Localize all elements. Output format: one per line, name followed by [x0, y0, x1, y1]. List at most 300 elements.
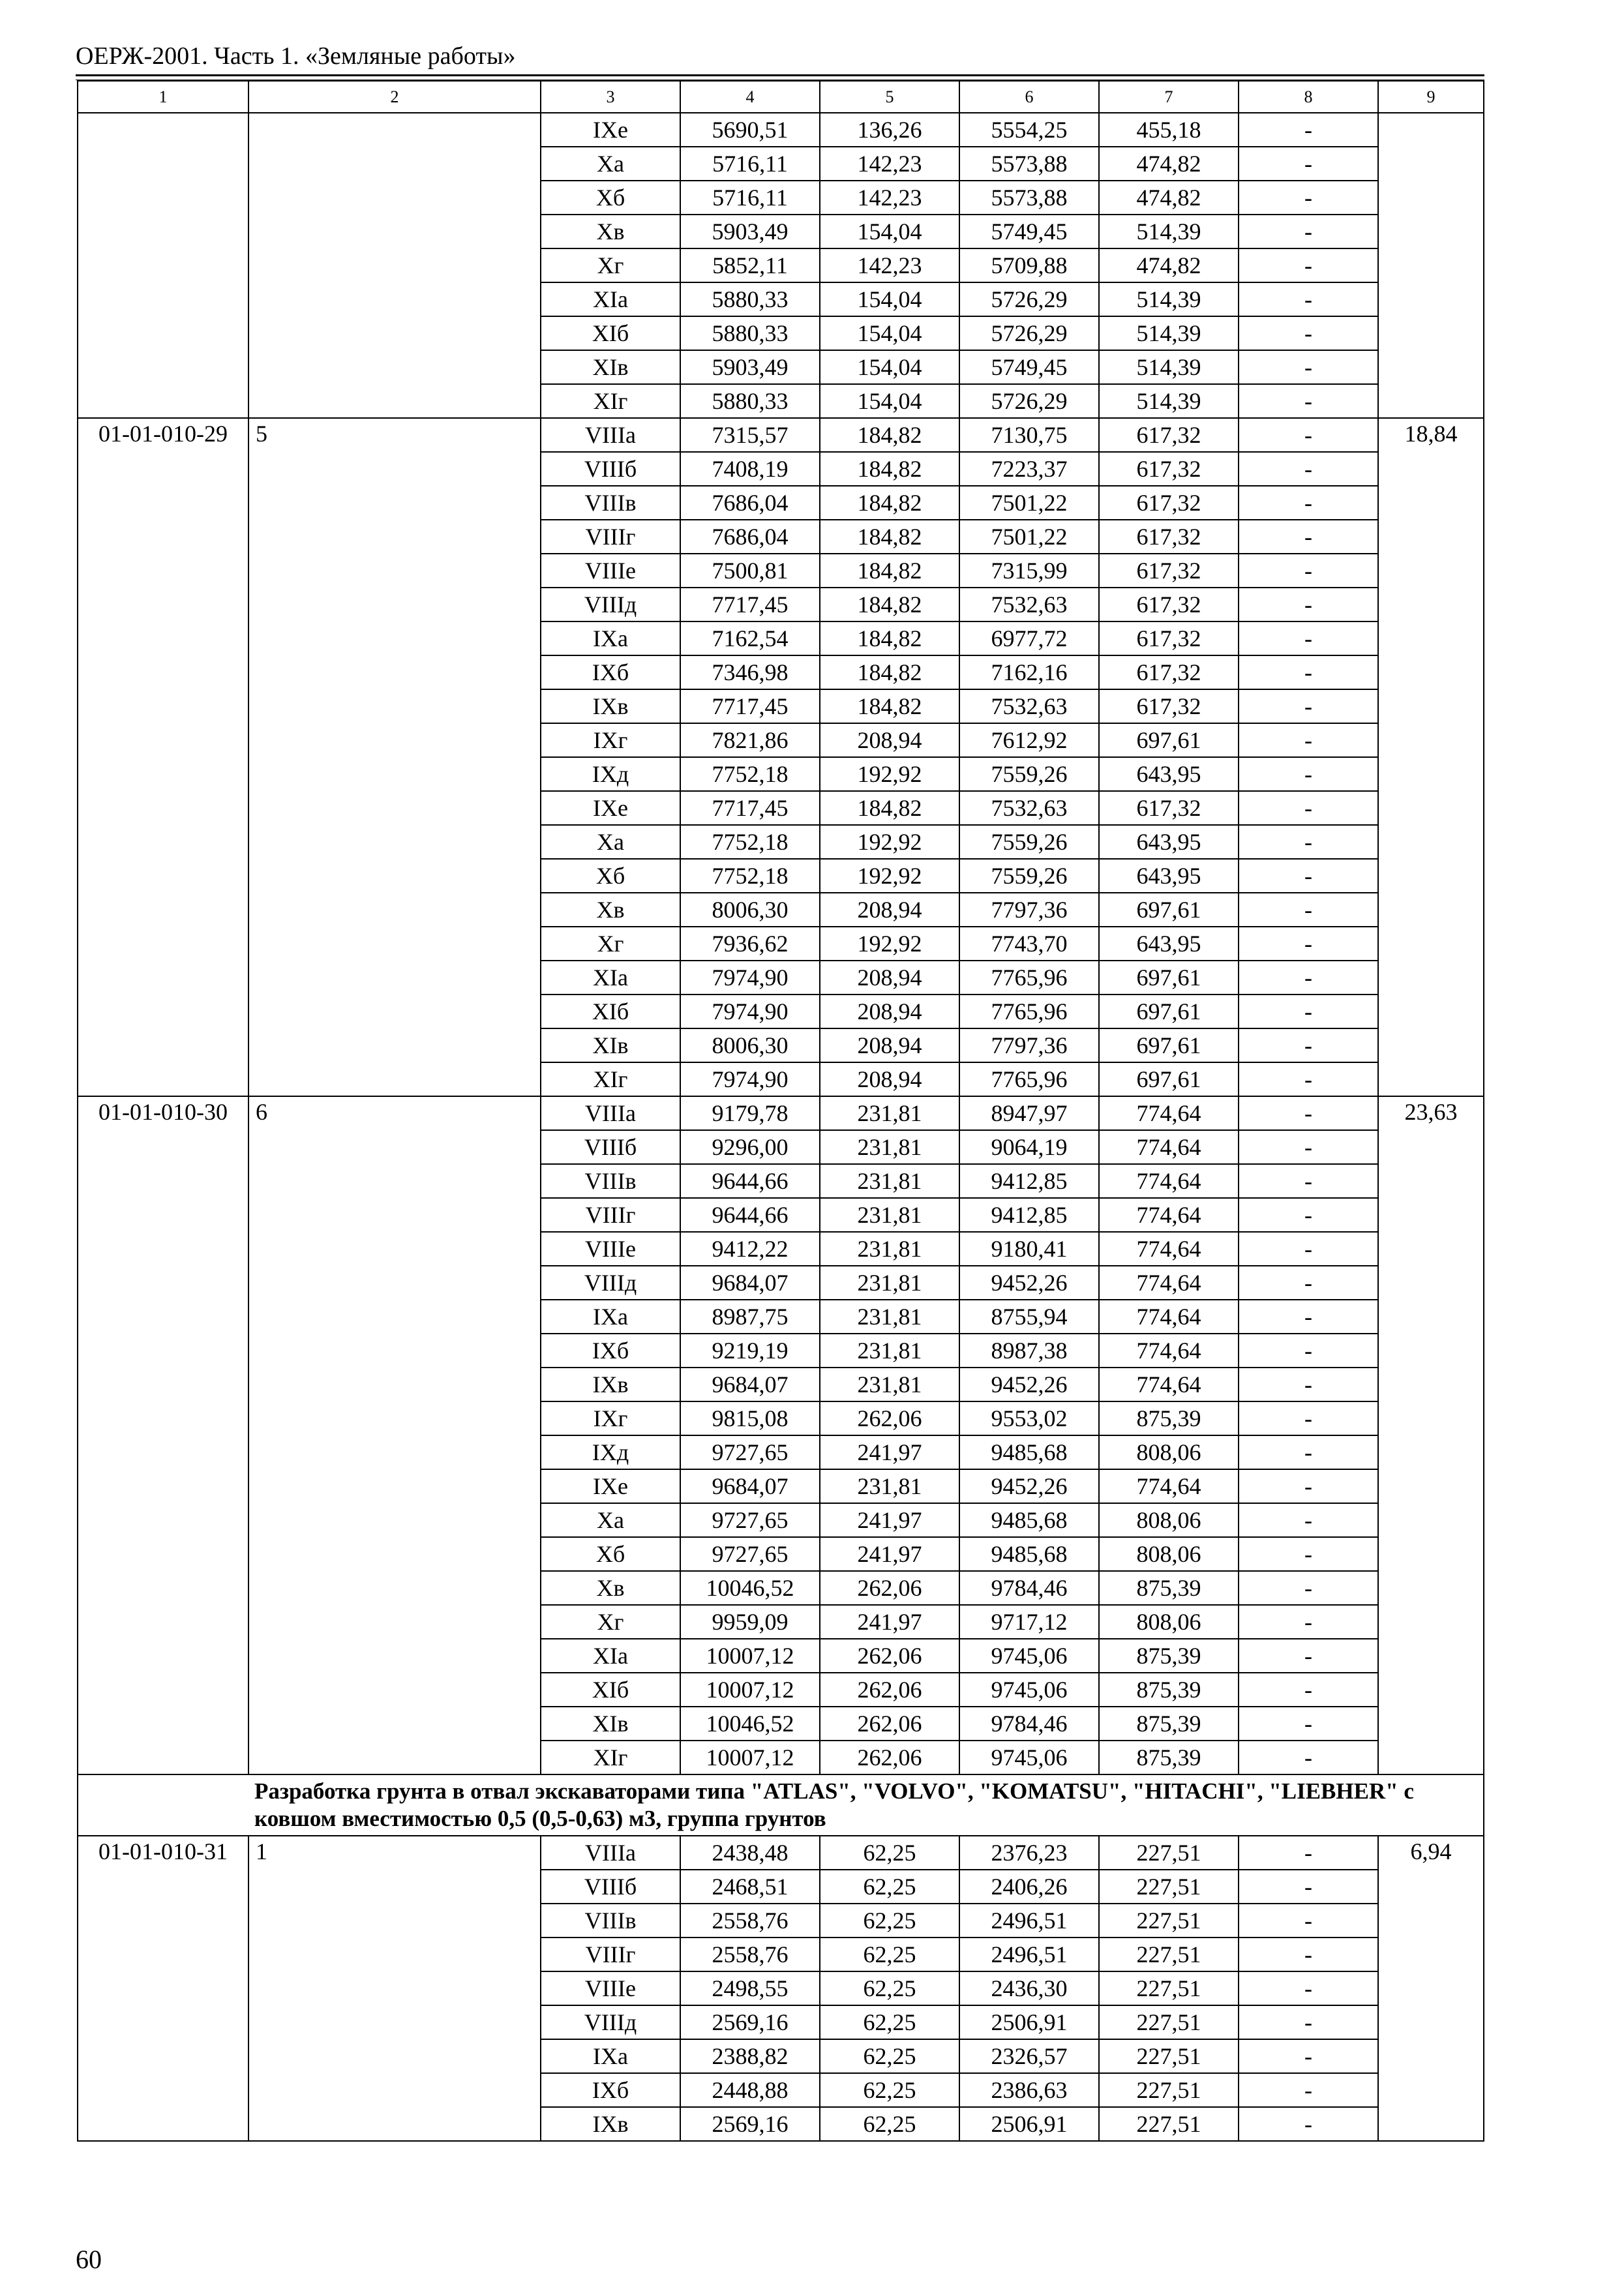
value-cell: 7717,45 — [680, 689, 820, 723]
value-cell: 9745,06 — [959, 1673, 1099, 1707]
value-cell: XIб — [541, 1673, 680, 1707]
value-cell: 2498,55 — [680, 1971, 820, 2005]
value-cell: 7532,63 — [959, 689, 1099, 723]
value-cell: 514,39 — [1099, 384, 1239, 418]
value-cell: 262,06 — [820, 1401, 959, 1435]
value-cell: VIIIб — [541, 452, 680, 486]
value-cell: 617,32 — [1099, 452, 1239, 486]
value-cell: - — [1239, 1537, 1378, 1571]
value-cell: - — [1239, 1870, 1378, 1904]
value-cell: 8987,38 — [959, 1334, 1099, 1368]
value-cell: 7974,90 — [680, 1062, 820, 1096]
value-cell: 2388,82 — [680, 2039, 820, 2073]
value-cell: - — [1239, 486, 1378, 520]
value-cell: 5709,88 — [959, 248, 1099, 282]
value-cell: 142,23 — [820, 181, 959, 215]
value-cell: - — [1239, 147, 1378, 181]
value-cell: 7559,26 — [959, 825, 1099, 859]
value-cell: 2506,91 — [959, 2005, 1099, 2039]
value-cell: VIIIг — [541, 520, 680, 554]
value-cell: 2569,16 — [680, 2107, 820, 2141]
value-cell: Xг — [541, 248, 680, 282]
value-cell: - — [1239, 1469, 1378, 1503]
value-cell: 455,18 — [1099, 113, 1239, 147]
value-cell: 62,25 — [820, 2005, 959, 2039]
value-cell: 7501,22 — [959, 486, 1099, 520]
value-cell: 8006,30 — [680, 1028, 820, 1062]
value-cell: 241,97 — [820, 1435, 959, 1469]
value-cell: 2496,51 — [959, 1904, 1099, 1937]
column-9-cell — [1378, 113, 1484, 418]
value-cell: - — [1239, 927, 1378, 961]
column-number-row — [78, 81, 1484, 113]
value-cell: VIIIe — [541, 1971, 680, 2005]
value-cell: 184,82 — [820, 689, 959, 723]
value-cell: - — [1239, 520, 1378, 554]
value-cell: 7686,04 — [680, 486, 820, 520]
rate-code-cell: 01-01-010-31 — [78, 1836, 248, 2141]
value-cell: - — [1239, 1096, 1378, 1130]
value-cell: - — [1239, 554, 1378, 588]
value-cell: 7532,63 — [959, 791, 1099, 825]
value-cell: IXб — [541, 2073, 680, 2107]
value-cell: 262,06 — [820, 1639, 959, 1673]
value-cell: 2386,63 — [959, 2073, 1099, 2107]
value-cell: 875,39 — [1099, 1571, 1239, 1605]
value-cell: 643,95 — [1099, 825, 1239, 859]
column-9-cell: 6,94 — [1378, 1836, 1484, 2141]
value-cell: 227,51 — [1099, 1870, 1239, 1904]
value-cell: 9553,02 — [959, 1401, 1099, 1435]
value-cell: 154,04 — [820, 350, 959, 384]
value-cell: IXв — [541, 1368, 680, 1401]
section-heading: Разработка грунта в отвал экскаваторами типа "ATLAS", "VOLVO", "KOMATSU", "HITACHI", "LIEBHER" с ковшом вместимостью 0,5 (0,5-0,63) м3, группа грунтов — [78, 1774, 1484, 1836]
value-cell: 808,06 — [1099, 1537, 1239, 1571]
value-cell: - — [1239, 723, 1378, 757]
value-cell: 7559,26 — [959, 757, 1099, 791]
value-cell: 7752,18 — [680, 859, 820, 893]
rate-code-cell: 01-01-010-30 — [78, 1096, 248, 1774]
value-cell: VIIIe — [541, 554, 680, 588]
value-cell: 2376,23 — [959, 1836, 1099, 1870]
value-cell: 241,97 — [820, 1605, 959, 1639]
value-cell: 774,64 — [1099, 1232, 1239, 1266]
value-cell: 643,95 — [1099, 927, 1239, 961]
value-cell: 227,51 — [1099, 2073, 1239, 2107]
value-cell: VIIIa — [541, 1096, 680, 1130]
column-number-cell: 7 — [1099, 81, 1239, 113]
value-cell: 808,06 — [1099, 1605, 1239, 1639]
value-cell: Xa — [541, 1503, 680, 1537]
value-cell: IXe — [541, 113, 680, 147]
value-cell: 617,32 — [1099, 588, 1239, 621]
value-cell: 5716,11 — [680, 181, 820, 215]
value-cell: 62,25 — [820, 1836, 959, 1870]
value-cell: - — [1239, 350, 1378, 384]
value-cell: 227,51 — [1099, 2107, 1239, 2141]
column-number-cell: 9 — [1378, 81, 1484, 113]
value-cell: 208,94 — [820, 961, 959, 995]
value-cell: 9745,06 — [959, 1639, 1099, 1673]
value-cell: 231,81 — [820, 1300, 959, 1334]
value-cell: Xб — [541, 859, 680, 893]
value-cell: 184,82 — [820, 621, 959, 655]
value-cell: - — [1239, 893, 1378, 927]
value-cell: - — [1239, 1971, 1378, 2005]
value-cell: IXa — [541, 621, 680, 655]
value-cell: 697,61 — [1099, 723, 1239, 757]
value-cell: 136,26 — [820, 113, 959, 147]
value-cell: - — [1239, 1164, 1378, 1198]
value-cell: 5573,88 — [959, 147, 1099, 181]
value-cell: XIa — [541, 282, 680, 316]
value-cell: - — [1239, 1401, 1378, 1435]
value-cell: 617,32 — [1099, 791, 1239, 825]
value-cell: - — [1239, 825, 1378, 859]
value-cell: IXa — [541, 2039, 680, 2073]
value-cell: 184,82 — [820, 418, 959, 452]
value-cell: 227,51 — [1099, 1937, 1239, 1971]
value-cell: 9717,12 — [959, 1605, 1099, 1639]
value-cell: VIIIa — [541, 418, 680, 452]
value-cell: 7974,90 — [680, 961, 820, 995]
value-cell: 231,81 — [820, 1232, 959, 1266]
bucket-parameter-cell — [248, 113, 541, 418]
value-cell: 617,32 — [1099, 655, 1239, 689]
value-cell: - — [1239, 2073, 1378, 2107]
value-cell: 7559,26 — [959, 859, 1099, 893]
value-cell: 617,32 — [1099, 621, 1239, 655]
value-cell: 62,25 — [820, 1870, 959, 1904]
bucket-parameter-cell: 1 — [248, 1836, 541, 2141]
rates-table-body — [78, 81, 1484, 2141]
value-cell: 7821,86 — [680, 723, 820, 757]
value-cell: 7532,63 — [959, 588, 1099, 621]
value-cell: IXг — [541, 723, 680, 757]
value-cell: 208,94 — [820, 1062, 959, 1096]
value-cell: IXб — [541, 1334, 680, 1368]
value-cell: 7501,22 — [959, 520, 1099, 554]
value-cell: 774,64 — [1099, 1130, 1239, 1164]
value-cell: - — [1239, 1904, 1378, 1937]
value-cell: VIIIб — [541, 1130, 680, 1164]
value-cell: 62,25 — [820, 1937, 959, 1971]
value-cell: 774,64 — [1099, 1266, 1239, 1300]
value-cell: 262,06 — [820, 1673, 959, 1707]
value-cell: 7752,18 — [680, 757, 820, 791]
column-number-cell: 1 — [78, 81, 248, 113]
value-cell: 9727,65 — [680, 1503, 820, 1537]
value-cell: 2438,48 — [680, 1836, 820, 1870]
value-cell: XIв — [541, 1707, 680, 1741]
table-row — [78, 1096, 1484, 1130]
value-cell: XIб — [541, 316, 680, 350]
value-cell: - — [1239, 215, 1378, 248]
value-cell: VIIIв — [541, 486, 680, 520]
value-cell: 875,39 — [1099, 1673, 1239, 1707]
value-cell: IXб — [541, 655, 680, 689]
value-cell: 875,39 — [1099, 1401, 1239, 1435]
value-cell: 2506,91 — [959, 2107, 1099, 2141]
value-cell: 9412,22 — [680, 1232, 820, 1266]
value-cell: - — [1239, 1571, 1378, 1605]
value-cell: 7223,37 — [959, 452, 1099, 486]
value-cell: 9727,65 — [680, 1537, 820, 1571]
value-cell: VIIIв — [541, 1904, 680, 1937]
value-cell: 9485,68 — [959, 1537, 1099, 1571]
value-cell: 208,94 — [820, 995, 959, 1028]
value-cell: 474,82 — [1099, 147, 1239, 181]
value-cell: 643,95 — [1099, 859, 1239, 893]
value-cell: - — [1239, 1836, 1378, 1870]
bucket-parameter-cell: 5 — [248, 418, 541, 1096]
value-cell: 7765,96 — [959, 995, 1099, 1028]
value-cell: 154,04 — [820, 282, 959, 316]
value-cell: IXa — [541, 1300, 680, 1334]
value-cell: 184,82 — [820, 452, 959, 486]
value-cell: 7936,62 — [680, 927, 820, 961]
value-cell: - — [1239, 1937, 1378, 1971]
value-cell: XIг — [541, 384, 680, 418]
value-cell: 5880,33 — [680, 282, 820, 316]
value-cell: 7974,90 — [680, 995, 820, 1028]
value-cell: 774,64 — [1099, 1334, 1239, 1368]
value-cell: - — [1239, 1062, 1378, 1096]
value-cell: 875,39 — [1099, 1741, 1239, 1774]
value-cell: XIг — [541, 1062, 680, 1096]
value-cell: 2558,76 — [680, 1937, 820, 1971]
value-cell: - — [1239, 1130, 1378, 1164]
value-cell: - — [1239, 1198, 1378, 1232]
value-cell: 2468,51 — [680, 1870, 820, 1904]
value-cell: 192,92 — [820, 757, 959, 791]
column-number-cell: 8 — [1239, 81, 1378, 113]
value-cell: 514,39 — [1099, 350, 1239, 384]
value-cell: Xб — [541, 181, 680, 215]
page-number: 60 — [76, 2245, 102, 2274]
value-cell: - — [1239, 1503, 1378, 1537]
value-cell: VIIIд — [541, 1266, 680, 1300]
column-number-cell: 4 — [680, 81, 820, 113]
column-number-cell: 3 — [541, 81, 680, 113]
value-cell: 774,64 — [1099, 1198, 1239, 1232]
value-cell: 7162,54 — [680, 621, 820, 655]
value-cell: 7346,98 — [680, 655, 820, 689]
value-cell: 154,04 — [820, 215, 959, 248]
value-cell: 2436,30 — [959, 1971, 1099, 2005]
table-row — [78, 418, 1484, 452]
value-cell: 231,81 — [820, 1164, 959, 1198]
value-cell: 154,04 — [820, 384, 959, 418]
value-cell: 262,06 — [820, 1741, 959, 1774]
value-cell: 231,81 — [820, 1198, 959, 1232]
value-cell: 9412,85 — [959, 1164, 1099, 1198]
rate-code-cell: 01-01-010-29 — [78, 418, 248, 1096]
value-cell: 6977,72 — [959, 621, 1099, 655]
value-cell: VIIIб — [541, 1870, 680, 1904]
value-cell: - — [1239, 621, 1378, 655]
value-cell: VIIIг — [541, 1937, 680, 1971]
value-cell: - — [1239, 655, 1378, 689]
value-cell: Xг — [541, 927, 680, 961]
value-cell: IXe — [541, 791, 680, 825]
value-cell: - — [1239, 588, 1378, 621]
value-cell: - — [1239, 282, 1378, 316]
value-cell: XIг — [541, 1741, 680, 1774]
value-cell: - — [1239, 859, 1378, 893]
value-cell: 875,39 — [1099, 1707, 1239, 1741]
value-cell: 9684,07 — [680, 1368, 820, 1401]
value-cell: 5749,45 — [959, 350, 1099, 384]
value-cell: IXд — [541, 757, 680, 791]
value-cell: 7743,70 — [959, 927, 1099, 961]
value-cell: - — [1239, 452, 1378, 486]
value-cell: 262,06 — [820, 1571, 959, 1605]
value-cell: 10007,12 — [680, 1673, 820, 1707]
value-cell: 2496,51 — [959, 1937, 1099, 1971]
value-cell: 142,23 — [820, 248, 959, 282]
value-cell: 227,51 — [1099, 2005, 1239, 2039]
value-cell: XIв — [541, 350, 680, 384]
value-cell: 9179,78 — [680, 1096, 820, 1130]
value-cell: 231,81 — [820, 1469, 959, 1503]
value-cell: Xв — [541, 215, 680, 248]
value-cell: 5880,33 — [680, 384, 820, 418]
value-cell: 231,81 — [820, 1130, 959, 1164]
value-cell: Xб — [541, 1537, 680, 1571]
value-cell: 192,92 — [820, 859, 959, 893]
value-cell: 192,92 — [820, 927, 959, 961]
value-cell: 9745,06 — [959, 1741, 1099, 1774]
value-cell: - — [1239, 1266, 1378, 1300]
value-cell: VIIIд — [541, 588, 680, 621]
table-row — [78, 1836, 1484, 1870]
value-cell: 184,82 — [820, 655, 959, 689]
value-cell: 7130,75 — [959, 418, 1099, 452]
value-cell: 10046,52 — [680, 1571, 820, 1605]
value-cell: 5749,45 — [959, 215, 1099, 248]
value-cell: VIIIг — [541, 1198, 680, 1232]
value-cell: 875,39 — [1099, 1639, 1239, 1673]
value-cell: 62,25 — [820, 2039, 959, 2073]
value-cell: 10007,12 — [680, 1639, 820, 1673]
value-cell: 617,32 — [1099, 554, 1239, 588]
value-cell: 192,92 — [820, 825, 959, 859]
value-cell: 231,81 — [820, 1096, 959, 1130]
column-number-cell: 6 — [959, 81, 1099, 113]
value-cell: 7797,36 — [959, 1028, 1099, 1062]
value-cell: 7612,92 — [959, 723, 1099, 757]
value-cell: 514,39 — [1099, 316, 1239, 350]
value-cell: 808,06 — [1099, 1435, 1239, 1469]
value-cell: 774,64 — [1099, 1368, 1239, 1401]
value-cell: 9180,41 — [959, 1232, 1099, 1266]
rate-code-cell — [78, 113, 248, 418]
value-cell: 9452,26 — [959, 1368, 1099, 1401]
value-cell: 9412,85 — [959, 1198, 1099, 1232]
value-cell: - — [1239, 1435, 1378, 1469]
value-cell: 9296,00 — [680, 1130, 820, 1164]
value-cell: 9452,26 — [959, 1469, 1099, 1503]
value-cell: 7752,18 — [680, 825, 820, 859]
value-cell: - — [1239, 2005, 1378, 2039]
value-cell: - — [1239, 1300, 1378, 1334]
value-cell: - — [1239, 995, 1378, 1028]
value-cell: 231,81 — [820, 1368, 959, 1401]
value-cell: 774,64 — [1099, 1300, 1239, 1334]
value-cell: - — [1239, 1673, 1378, 1707]
value-cell: 474,82 — [1099, 181, 1239, 215]
value-cell: VIIIд — [541, 2005, 680, 2039]
value-cell: 9784,46 — [959, 1571, 1099, 1605]
value-cell: 8755,94 — [959, 1300, 1099, 1334]
value-cell: 227,51 — [1099, 1836, 1239, 1870]
value-cell: 184,82 — [820, 791, 959, 825]
value-cell: 5852,11 — [680, 248, 820, 282]
column-9-cell: 18,84 — [1378, 418, 1484, 1096]
value-cell: 774,64 — [1099, 1096, 1239, 1130]
value-cell: - — [1239, 961, 1378, 995]
page-title: ОЕРЖ-2001. Часть 1. «Земляные работы» — [76, 42, 516, 70]
value-cell: - — [1239, 1334, 1378, 1368]
value-cell: 9815,08 — [680, 1401, 820, 1435]
value-cell: 227,51 — [1099, 1904, 1239, 1937]
value-cell: 697,61 — [1099, 961, 1239, 995]
value-cell: - — [1239, 1232, 1378, 1266]
value-cell: 62,25 — [820, 2073, 959, 2107]
value-cell: 9485,68 — [959, 1435, 1099, 1469]
value-cell: 514,39 — [1099, 215, 1239, 248]
value-cell: 617,32 — [1099, 689, 1239, 723]
value-cell: 184,82 — [820, 554, 959, 588]
value-cell: 697,61 — [1099, 893, 1239, 927]
value-cell: 7315,99 — [959, 554, 1099, 588]
value-cell: 5903,49 — [680, 215, 820, 248]
value-cell: 5726,29 — [959, 384, 1099, 418]
header-rule-thick — [76, 74, 1484, 76]
value-cell: VIIIe — [541, 1232, 680, 1266]
value-cell: 9219,19 — [680, 1334, 820, 1368]
value-cell: - — [1239, 113, 1378, 147]
value-cell: XIв — [541, 1028, 680, 1062]
value-cell: 9727,65 — [680, 1435, 820, 1469]
value-cell: 8947,97 — [959, 1096, 1099, 1130]
value-cell: 184,82 — [820, 520, 959, 554]
bucket-parameter-cell: 6 — [248, 1096, 541, 1774]
rates-table — [77, 80, 1484, 2142]
value-cell: 774,64 — [1099, 1164, 1239, 1198]
value-cell: - — [1239, 1368, 1378, 1401]
value-cell: 2326,57 — [959, 2039, 1099, 2073]
value-cell: 2406,26 — [959, 1870, 1099, 1904]
value-cell: 474,82 — [1099, 248, 1239, 282]
value-cell: 227,51 — [1099, 1971, 1239, 2005]
value-cell: Xв — [541, 1571, 680, 1605]
value-cell: - — [1239, 2107, 1378, 2141]
value-cell: IXв — [541, 2107, 680, 2141]
column-number-cell: 5 — [820, 81, 959, 113]
value-cell: 7765,96 — [959, 1062, 1099, 1096]
value-cell: 9784,46 — [959, 1707, 1099, 1741]
value-cell: 2558,76 — [680, 1904, 820, 1937]
value-cell: 9959,09 — [680, 1605, 820, 1639]
value-cell: 2569,16 — [680, 2005, 820, 2039]
value-cell: - — [1239, 418, 1378, 452]
value-cell: XIб — [541, 995, 680, 1028]
value-cell: 7765,96 — [959, 961, 1099, 995]
value-cell: 208,94 — [820, 723, 959, 757]
value-cell: - — [1239, 384, 1378, 418]
